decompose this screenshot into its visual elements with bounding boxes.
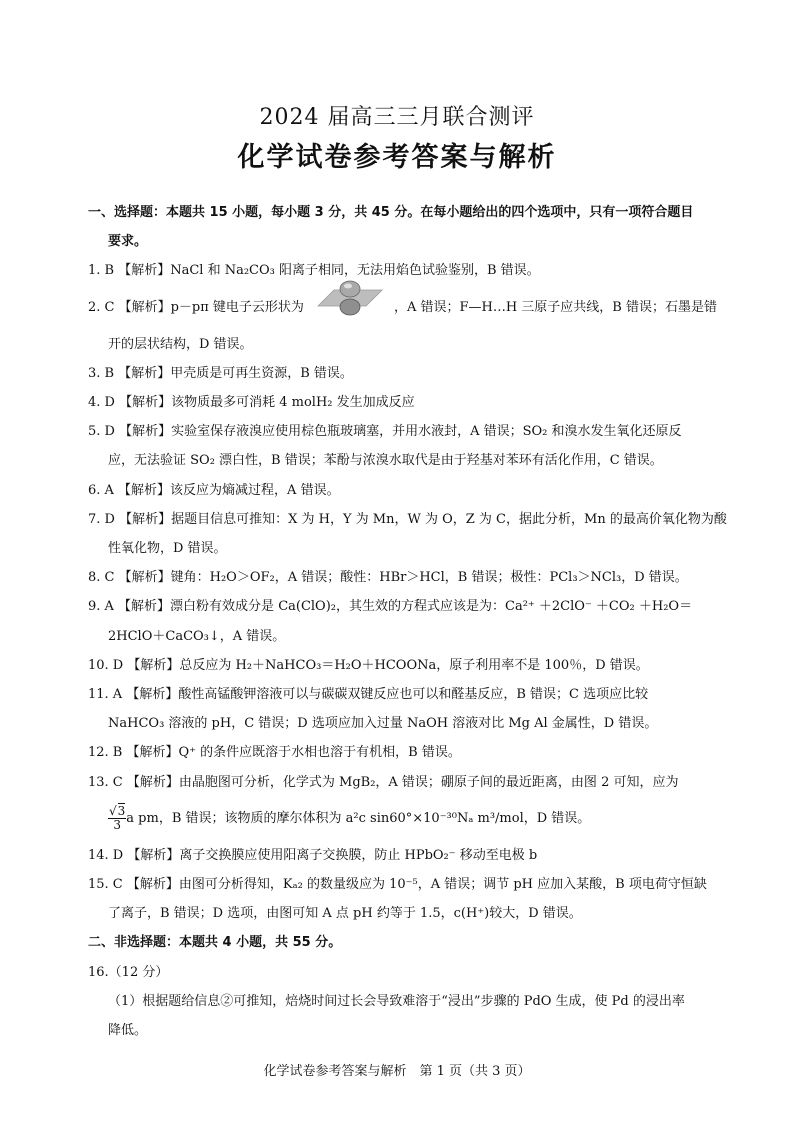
- answer-q8: 8. C 【解析】键角：H₂O＞OF₂，A 错误；酸性：HBr＞HCl，B 错误；极性：PCl₃＞NCl₃，D 错误。: [88, 570, 688, 586]
- answer-q7-cont: 性氧化物，D 错误。: [108, 541, 227, 557]
- section-1-line-1: 一、选择题：本题共 15 小题，每小题 3 分，共 45 分。在每小题给出的四个选项中，只有一项符合题目: [88, 205, 694, 220]
- answer-q5: 5. D 【解析】实验室保存液溴应使用棕色瓶玻璃塞，并用水液封，A 错误；SO₂ 和溴水发生氧化还原反: [88, 424, 682, 440]
- exam-title: 2024 届高三三月联合测评: [259, 105, 535, 130]
- answer-q12: 12. B 【解析】Q⁺ 的条件应既溶于水相也溶于有机相，B 错误。: [88, 745, 461, 761]
- answer-q2-cont: 开的层状结构，D 错误。: [108, 336, 253, 352]
- answer-q15-cont: 了离子，B 错误；D 选项，由图可知 A 点 pH 约等于 1.5，c(H⁺)较大，D 错误。: [108, 906, 582, 922]
- answer-q13-part-b: a pm，B 错误；该物质的摩尔体积为 a²c sin60°×10⁻³⁰Nₐ m³/mol，D 错误。: [126, 810, 591, 826]
- answer-q15: 15. C 【解析】由图可分析得知，Kₐ₂ 的数量级应为 10⁻⁵，A 错误；调节 pH 应加入某酸，B 项电荷守恒缺: [88, 877, 707, 893]
- answer-q2-part-a: 2. C 【解析】p－pπ 键电子云形状为: [88, 299, 304, 315]
- document-subtitle: 化学试卷参考答案与解析: [237, 142, 557, 173]
- question-16-heading: 16.（12 分）: [88, 964, 169, 980]
- section-2-heading: 二、非选择题：本题共 4 小题，共 55 分。: [88, 935, 342, 951]
- answer-q7: 7. D 【解析】据题目信息可推知：X 为 H，Y 为 Mn，W 为 O，Z 为 C，据此分析，Mn 的最高价氧化物为酸: [88, 511, 727, 527]
- p-p-pi-orbital-icon: [310, 278, 388, 337]
- answer-16-part-1: （1）根据题给信息②可推知，焙烧时间过长会导致难溶于“浸出”步骤的 PdO 生成，使 Pd 的浸出率: [108, 993, 685, 1009]
- answer-q2: [88, 286, 728, 330]
- section-1-heading: [88, 198, 728, 227]
- answer-q10: 10. D 【解析】总反应为 H₂＋NaHCO₃＝H₂O＋HCOONa，原子利用率不是 100％，D 错误。: [88, 657, 649, 673]
- sqrt3-over-3-fraction: $\frac{√3}{3}$: [109, 804, 126, 833]
- answer-q4: 4. D 【解析】该物质最多可消耗 4 molH₂ 发生加成反应: [88, 395, 415, 411]
- answer-16-part-1-cont: 降低。: [108, 1023, 148, 1039]
- answer-q9: 9. A 【解析】漂白粉有效成分是 Ca(ClO)₂，其生效的方程式应该是为：Ca²⁺ ＋2ClO⁻ ＋CO₂ ＋H₂O＝: [88, 599, 693, 615]
- answer-q6: 6. A 【解析】该反应为熵减过程，A 错误。: [88, 482, 340, 498]
- answer-q11: 11. A 【解析】酸性高锰酸钾溶液可以与碳碳双键反应也可以和醛基反应，B 错误；C 选项应比较: [88, 687, 649, 703]
- answer-q13: 13. C 【解析】由晶胞图可分析，化学式为 MgB₂，A 错误；硼原子间的最近距离，由图 2 可知，应为: [88, 774, 679, 790]
- section-1-heading-cont: 要求。: [108, 234, 148, 250]
- answer-q2-part-b: ，A 错误；F—H…H 三原子应共线，B 错误；石墨是错: [393, 299, 717, 315]
- answer-q5-cont: 应，无法验证 SO₂ 漂白性，B 错误；苯酚与浓溴水取代是由于羟基对苯环有活化作用，C 错误。: [108, 453, 663, 469]
- answer-q9-cont: 2HClO＋CaCO₃↓，A 错误。: [108, 628, 286, 644]
- answer-q14: 14. D 【解析】离子交换膜应使用阳离子交换膜，防止 HPbO₂⁻ 移动至电极 b: [88, 847, 538, 863]
- answer-q13-cont: [88, 797, 728, 841]
- answer-q3: 3. B 【解析】甲壳质是可再生资源，B 错误。: [88, 365, 353, 381]
- answer-content: [88, 198, 728, 1045]
- page-footer: 化学试卷参考答案与解析 第 1 页（共 3 页）: [263, 1064, 531, 1079]
- answer-q1: 1. B 【解析】NaCl 和 Na₂CO₃ 阳离子相同，无法用焰色试验鉴别，B 错误。: [88, 263, 540, 279]
- fraction-denominator: 3: [113, 818, 121, 833]
- answer-q11-cont: NaHCO₃ 溶液的 pH，C 错误；D 选项应加入过量 NaOH 溶液对比 Mg Al 金属性，D 错误。: [108, 716, 658, 732]
- fraction-numerator: 3: [117, 804, 126, 819]
